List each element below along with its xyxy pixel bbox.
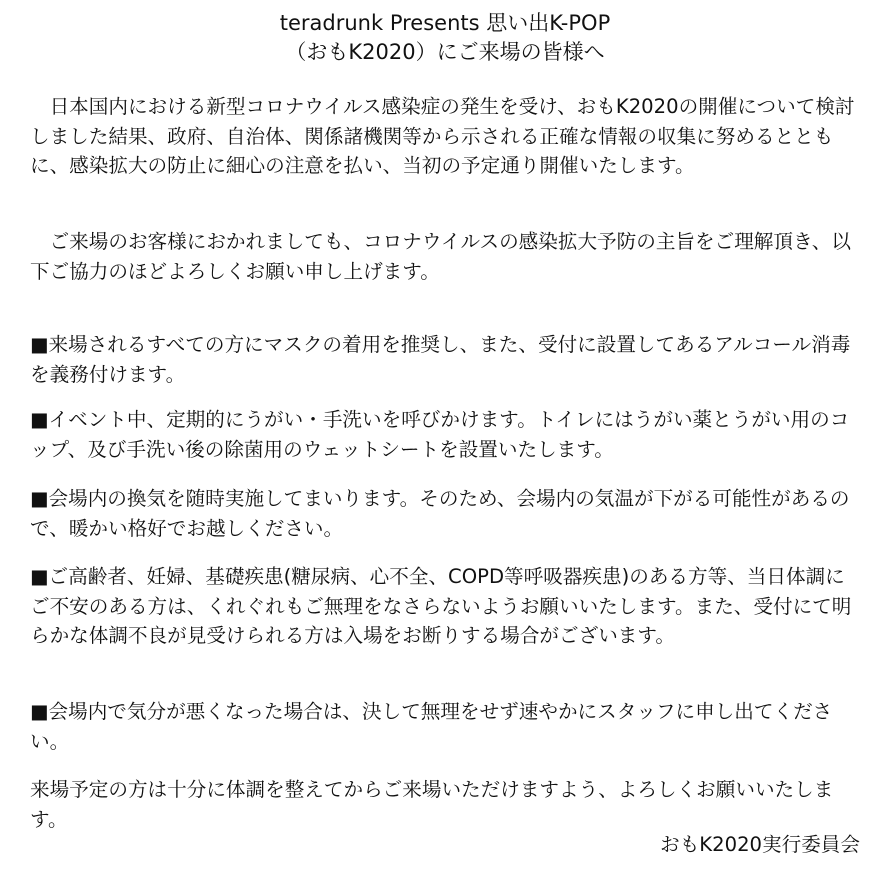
- notice-item-handwashing: ■イベント中、定期的にうがい・手洗いを呼びかけます。トイレにはうがい薬とうがい用のコップ、及び手洗い後の除菌用のウェットシートを設置いたします。: [30, 408, 850, 461]
- notice-item-feeling-unwell: ■会場内で気分が悪くなった場合は、決して無理をせず速やかにスタッフに申し出てください。: [30, 700, 833, 753]
- notice-item-high-risk: ■ご高齢者、妊婦、基礎疾患(糖尿病、心不全、COPD等呼吸器疾患)のある方等、当日体調にご不安のある方は、くれぐれもご無理をなさらないようお願いいたします。また、受付にて明らかな体調不良が見受けられる方は入場をお断りする場合がございます。: [30, 565, 852, 647]
- intro-paragraph-2: ご来場のお客様におかれましても、コロナウイルスの感染拡大予防の主旨をご理解頂き、以下ご協力のほどよろしくお願い申し上げます。: [30, 230, 851, 283]
- document-title: teradrunk Presents 思い出K-POP: [279, 11, 611, 35]
- notice-item-mask: ■来場されるすべての方にマスクの着用を推奨し、また、受付に設置してあるアルコール消毒を義務付けます。: [30, 333, 851, 386]
- closing-paragraph: 来場予定の方は十分に体調を整えてからご来場いただけますよう、よろしくお願いいたします。: [30, 778, 834, 831]
- notice-item-ventilation: ■会場内の換気を随時実施してまいります。そのため、会場内の気温が下がる可能性があるので、暖かい格好でお越しください。: [30, 487, 850, 540]
- intro-paragraph-1: 日本国内における新型コロナウイルス感染症の発生を受け、おもK2020の開催について検討しました結果、政府、自治体、関係諸機関等から示される正確な情報の収集に努めるとともに、感染拡大の防止に細心の注意を払い、当初の予定通り開催いたします。: [30, 95, 855, 177]
- document-subtitle: （おもK2020）にご来場の皆様へ: [285, 40, 605, 64]
- signature: おもK2020実行委員会: [660, 833, 860, 856]
